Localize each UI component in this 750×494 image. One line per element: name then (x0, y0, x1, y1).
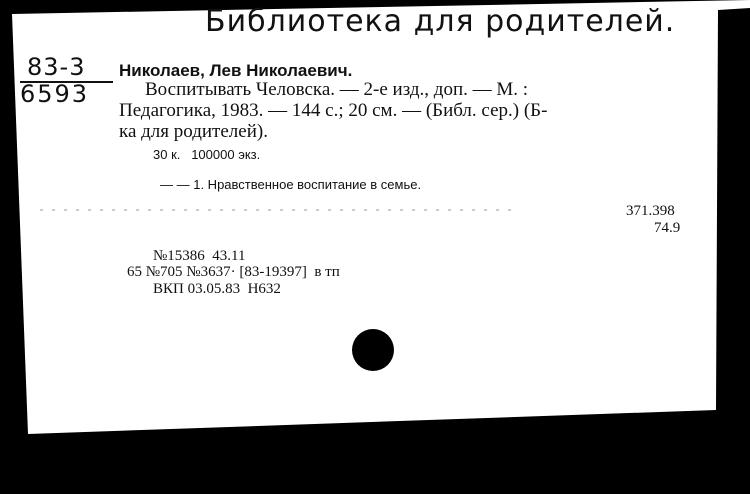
title-line-3: ка для родителей). (119, 121, 268, 142)
bbk-number: 74.9 (654, 220, 681, 236)
call-number-bottom: 6593 (20, 80, 90, 108)
punch-hole (352, 329, 394, 371)
author: Николаев, Лев Николаевич. (119, 61, 353, 80)
subject-heading: — — 1. Нравственное воспитание в семье. (160, 177, 422, 192)
handwritten-header: Библиотека для родителей. (205, 4, 676, 39)
title-line-1: Воспитывать Человска. — 2-е изд., доп. — М. : (145, 79, 529, 100)
technical-line-1: №15386 43.11 (153, 248, 246, 264)
price-line: 30 к. 100000 экз. (153, 147, 261, 162)
call-number-top: 83-3 (27, 53, 86, 81)
technical-line-3: ВКП 03.05.83 Н632 (153, 281, 281, 297)
title-line-2: Педагогика, 1983. — 144 с.; 20 см. — (Библ. сер.) (Б- (119, 100, 548, 121)
udc-number: 371.398 (626, 203, 675, 219)
technical-line-2: 65 №705 №3637· [83-19397] в тп (127, 264, 340, 280)
